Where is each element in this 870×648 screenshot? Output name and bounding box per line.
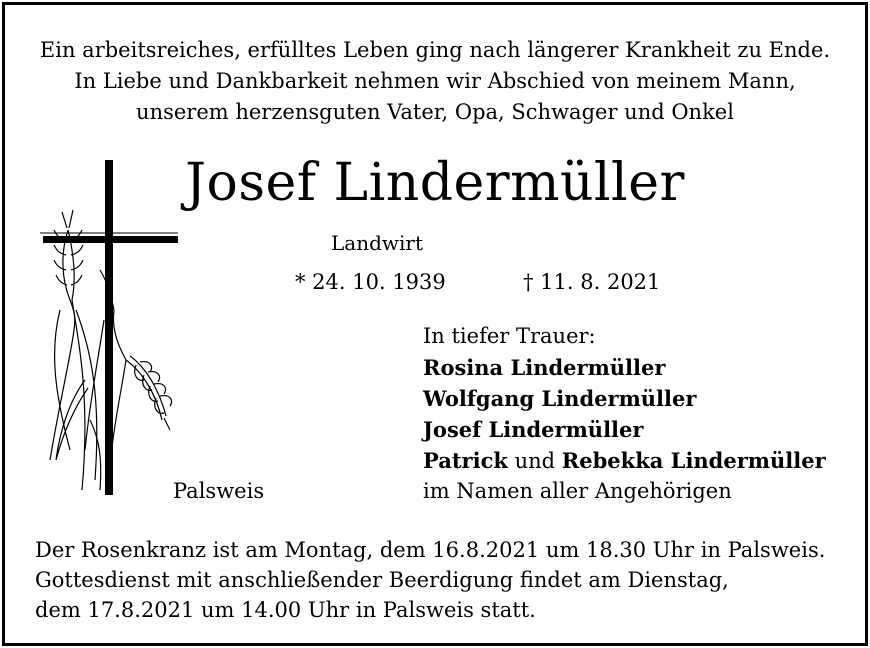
obituary-notice	[2, 2, 868, 646]
intro-line-2: In Liebe und Dankbarkeit nehmen wir Abschied von meinem Mann,	[74, 69, 796, 93]
deceased-profession: Landwirt	[330, 231, 423, 255]
mourner-last-line	[423, 445, 826, 478]
mourners-closing: im Namen aller Angehörigen	[423, 479, 732, 503]
mourner-name: Josef Lindermüller	[423, 417, 644, 442]
service-line-3: dem 17.8.2021 um 14.00 Uhr in Palsweis statt.	[35, 598, 536, 622]
birth-date: * 24. 10. 1939	[295, 270, 446, 294]
mourner-connector: und	[514, 449, 556, 473]
deceased-name: Josef Lindermüller	[185, 153, 685, 213]
place-name: Palsweis	[173, 479, 265, 503]
mourners-heading: In tiefer Trauer:	[423, 324, 596, 348]
mourner-name: Rosina Lindermüller	[423, 355, 666, 380]
service-line-2: Gottesdienst mit anschließender Beerdigung findet am Dienstag,	[35, 568, 729, 592]
mourner-first: Patrick	[423, 448, 508, 473]
intro-line-1: Ein arbeitsreiches, erfülltes Leben ging nach längerer Krankheit zu Ende.	[39, 38, 831, 62]
mourner-name: Wolfgang Lindermüller	[423, 386, 697, 411]
death-date: † 11. 8. 2021	[523, 270, 661, 294]
service-line-1: Der Rosenkranz ist am Montag, dem 16.8.2021 um 18.30 Uhr in Palsweis.	[35, 538, 826, 562]
intro-line-3: unserem herzensguten Vater, Opa, Schwager und Onkel	[136, 100, 734, 124]
mourner-second: Rebekka Lindermüller	[561, 448, 826, 473]
